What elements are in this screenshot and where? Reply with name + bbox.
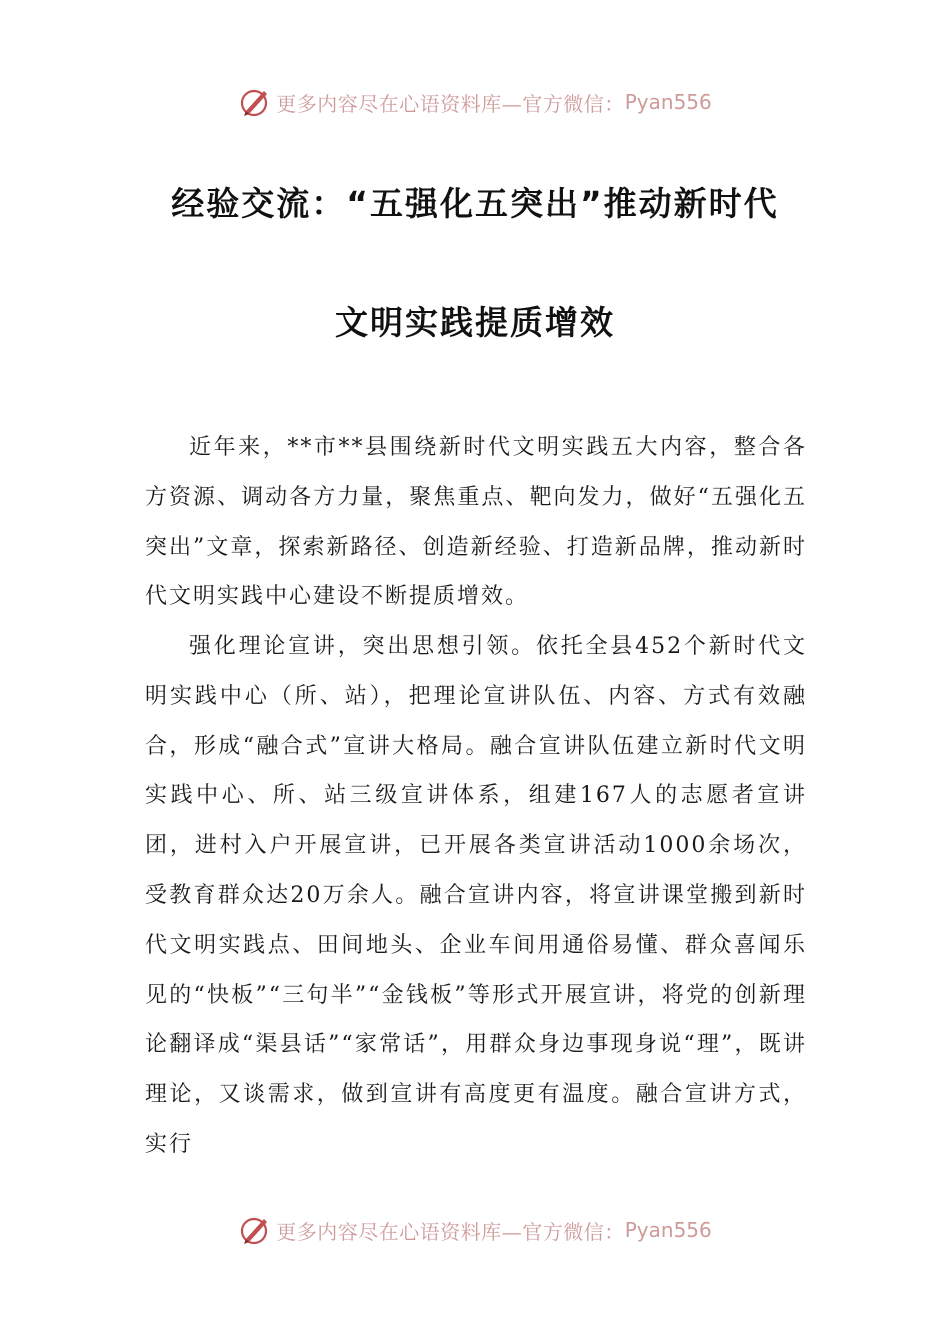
pen-logo-icon <box>238 1213 272 1247</box>
document-title-line1: 经验交流：“五强化五突出”推动新时代 <box>171 184 779 223</box>
body-paragraph-1: 近年来，**市**县围绕新时代文明实践五大内容，整合各方资源、调动各方力量，聚焦重点、靶向发力，做好“五强化五突出”文章，探索新路径、创造新经验、打造新品牌，推动新时代文明实践中心建设不断提质增效。 <box>145 435 807 610</box>
footer-watermark <box>0 1210 950 1250</box>
footer-watermark-text: 更多内容尽在心语资料库—官方微信： <box>276 1219 625 1244</box>
header-watermark <box>0 82 950 122</box>
document-title-line2: 文明实践提质增效 <box>335 303 615 342</box>
body-paragraph-2: 强化理论宣讲，突出思想引领。依托全县452个新时代文明实践中心（所、站），把理论宣讲队伍、内容、方式有效融合，形成“融合式”宣讲大格局。融合宣讲队伍建立新时代文明实践中心、所、站三级宣讲体系，组建167人的志愿者宣讲团，进村入户开展宣讲，已开展各类宣讲活动1000余场次，受教育群众达20万余人。融合宣讲内容，将宣讲课堂搬到新时代文明实践点、田间地头、企业车间用通俗易懂、群众喜闻乐见的“快板”“三句半”“金钱板”等形式开展宣讲，将党的创新理论翻译成“渠县话”“家常话”，用群众身边事现身说“理”，既讲理论，又谈需求，做到宣讲有高度更有温度。融合宣讲方式，实行 <box>145 634 807 1157</box>
header-watermark-id: Pyan556 <box>624 90 712 114</box>
footer-watermark-id: Pyan556 <box>624 1218 712 1242</box>
pen-logo-icon <box>238 85 272 119</box>
header-watermark-text: 更多内容尽在心语资料库—官方微信： <box>276 91 625 116</box>
